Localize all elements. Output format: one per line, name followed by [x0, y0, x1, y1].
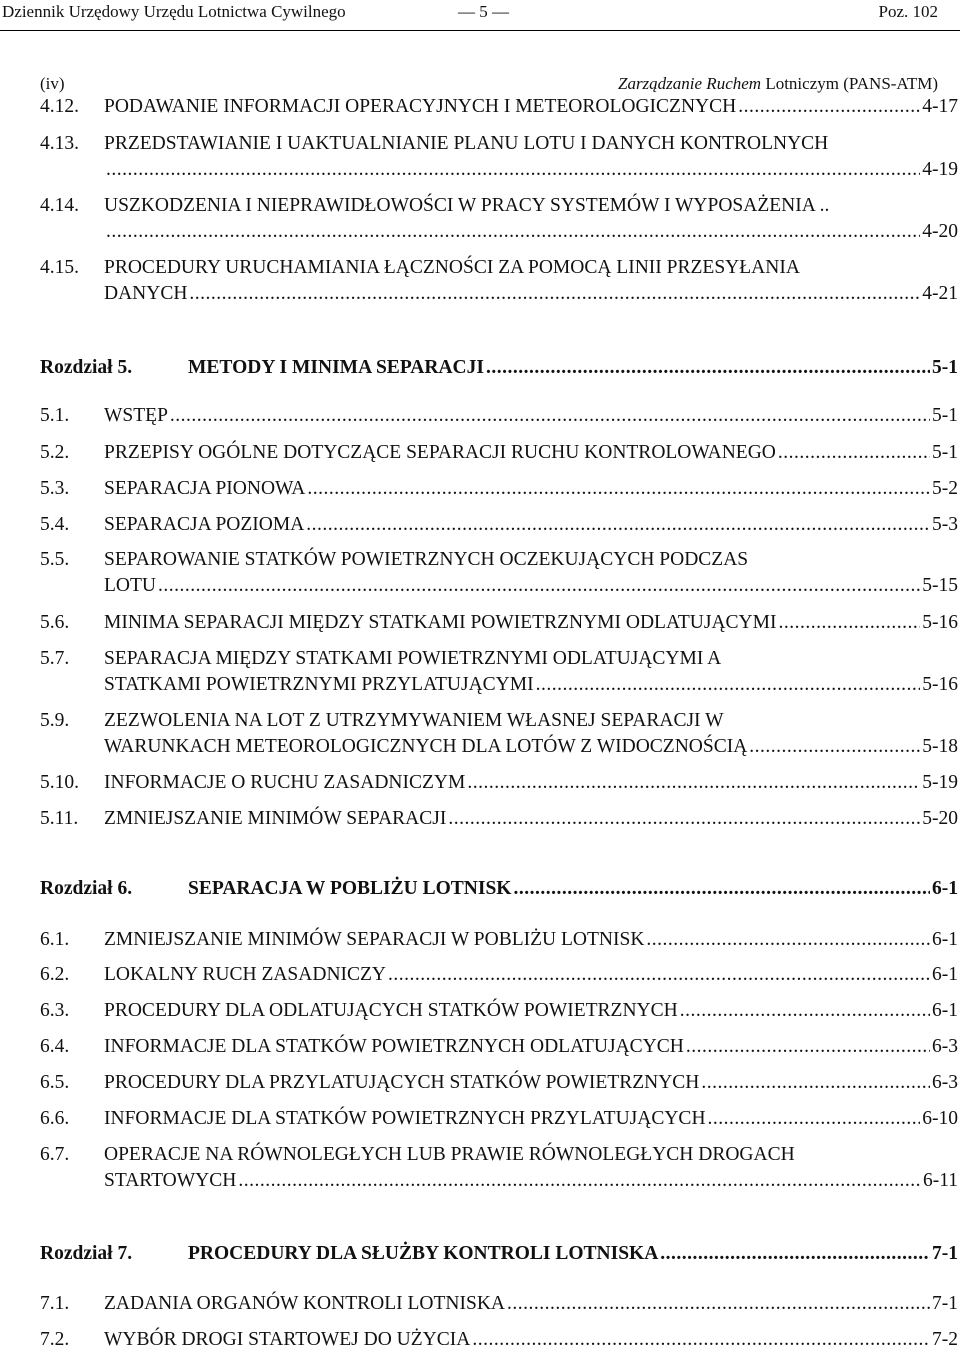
toc-entry-number: 5.6. — [40, 612, 70, 633]
toc-entry-number: Rozdział 5. — [40, 357, 133, 378]
toc-entry-title: ZEZWOLENIA NA LOT Z UTRZYMYWANIEM WŁASNEJ SEPARACJI W — [104, 710, 724, 731]
toc-entry-number: 6.1. — [40, 929, 70, 950]
toc-entry-number: Rozdział 6. — [40, 878, 133, 899]
toc-entry-number: 5.11. — [40, 808, 79, 829]
toc-entry-number: 6.5. — [40, 1072, 70, 1093]
toc-entry-number: 5.9. — [40, 710, 70, 731]
toc-entry-title: SEPARACJA MIĘDZY STATKAMI POWIETRZNYMI ODLATUJĄCYMI A — [104, 648, 722, 669]
toc-page-ref: 4-20 — [922, 221, 958, 242]
dot-leader — [238, 1168, 921, 1194]
toc-entry-title: LOTU — [104, 575, 156, 596]
toc-page-ref: 7-1 — [932, 1243, 958, 1264]
toc-page-ref: 5-16 — [922, 674, 958, 695]
dot-leader — [106, 219, 920, 245]
dot-leader — [749, 734, 920, 760]
toc-page-ref: 4-17 — [922, 96, 958, 117]
document-title — [618, 74, 938, 94]
roman-page-number: (iv) — [40, 74, 65, 93]
page-header — [0, 0, 960, 31]
dot-leader — [472, 1327, 930, 1353]
toc-page-ref: 6-1 — [932, 1000, 958, 1021]
toc-entry-title: METODY I MINIMA SEPARACJI — [188, 357, 484, 378]
toc-entry-number: 6.6. — [40, 1108, 70, 1129]
dot-leader — [778, 610, 920, 636]
toc-entry-title: PROCEDURY DLA SŁUŻBY KONTROLI LOTNISKA — [188, 1243, 659, 1264]
document-title-rest: Lotniczym (PANS-ATM) — [761, 74, 938, 93]
dot-leader — [646, 927, 930, 953]
toc-entry-number: 5.5. — [40, 549, 70, 570]
toc-entry-title: STATKAMI POWIETRZNYMI PRZYLATUJĄCYMI — [104, 674, 534, 695]
toc-entry-title: USZKODZENIA I NIEPRAWIDŁOWOŚCI W PRACY SYSTEMÓW I WYPOSAŻENIA .. — [104, 195, 830, 216]
toc-page-ref: 4-19 — [922, 159, 958, 180]
toc-entry-number: 6.3. — [40, 1000, 70, 1021]
dot-leader — [680, 998, 930, 1024]
dot-leader — [686, 1034, 930, 1060]
toc-entry-title: ZADANIA ORGANÓW KONTROLI LOTNISKA — [104, 1293, 505, 1314]
toc-entry-number: 5.7. — [40, 648, 70, 669]
toc-entry-title: SEPARACJA PIONOWA — [104, 478, 306, 499]
toc-entry-title: INFORMACJE DLA STATKÓW POWIETRZNYCH PRZYLATUJĄCYCH — [104, 1108, 706, 1129]
toc-entry-number: 6.4. — [40, 1036, 70, 1057]
dot-leader — [507, 1291, 930, 1317]
toc-entry-number: 5.10. — [40, 772, 79, 793]
toc-page-ref: 5-1 — [932, 442, 958, 463]
toc-entry-title: WSTĘP — [104, 405, 168, 426]
toc-entry-title: DANYCH — [104, 283, 188, 304]
toc-entry-number: 5.1. — [40, 405, 70, 426]
toc-entry-number: 6.7. — [40, 1144, 70, 1165]
dot-leader — [708, 1106, 921, 1132]
toc-entry-title: INFORMACJE O RUCHU ZASADNICZYM — [104, 772, 466, 793]
dot-leader — [486, 355, 930, 381]
dot-leader — [106, 157, 920, 183]
dot-leader — [778, 440, 930, 466]
toc-entry-title: WARUNKACH METEOROLOGICZNYCH DLA LOTÓW Z WIDOCZNOŚCIĄ — [104, 736, 748, 757]
toc-page-ref: 6-10 — [922, 1108, 958, 1129]
toc-entry-title: SEPAROWANIE STATKÓW POWIETRZNYCH OCZEKUJĄCYCH PODCZAS — [104, 549, 749, 570]
toc-page-ref: 7-2 — [932, 1329, 958, 1350]
dot-leader — [388, 962, 930, 988]
toc-page-ref: 5-20 — [922, 808, 958, 829]
toc-entry-number: 5.2. — [40, 442, 70, 463]
toc-entry-title: INFORMACJE DLA STATKÓW POWIETRZNYCH ODLATUJĄCYCH — [104, 1036, 684, 1057]
toc-entry-number: 4.13. — [40, 133, 79, 154]
toc-entry-number: 7.1. — [40, 1293, 70, 1314]
toc-page-ref: 5-1 — [932, 405, 958, 426]
position-number: Poz. 102 — [878, 2, 938, 21]
dot-leader — [307, 476, 930, 502]
toc-entry-title: PROCEDURY URUCHAMIANIA ŁĄCZNOŚCI ZA POMOCĄ LINII PRZESYŁANIA — [104, 257, 800, 278]
toc-page-ref: 5-3 — [932, 514, 958, 535]
toc-entry-number: 4.12. — [40, 96, 79, 117]
toc-page-ref: 5-15 — [922, 575, 958, 596]
toc-entry-title: OPERACJE NA RÓWNOLEGŁYCH LUB PRAWIE RÓWNOLEGŁYCH DROGACH — [104, 1144, 795, 1165]
toc-entry-title: PRZEPISY OGÓLNE DOTYCZĄCE SEPARACJI RUCHU KONTROLOWANEGO — [104, 442, 776, 463]
toc-entry-title: PODAWANIE INFORMACJI OPERACYJNYCH I METEOROLOGICZNYCH — [104, 96, 737, 117]
toc-page-ref: 6-1 — [932, 929, 958, 950]
toc-entry-title: SEPARACJA W POBLIŻU LOTNISK — [188, 878, 512, 899]
toc-page-ref: 5-16 — [922, 612, 958, 633]
toc-page-ref: 6-1 — [932, 964, 958, 985]
toc-entry-title: STARTOWYCH — [104, 1170, 237, 1191]
dot-leader — [189, 281, 920, 307]
toc-entry-title: SEPARACJA POZIOMA — [104, 514, 305, 535]
page-number: — 5 — — [458, 2, 509, 21]
dot-leader — [170, 403, 930, 429]
toc-entry-title: LOKALNY RUCH ZASADNICZY — [104, 964, 387, 985]
toc-page-ref: 7-1 — [932, 1293, 958, 1314]
toc-page-ref: 5-18 — [922, 736, 958, 757]
toc-page-ref: 5-2 — [932, 478, 958, 499]
dot-leader — [738, 94, 920, 120]
toc-entry-number: Rozdział 7. — [40, 1243, 133, 1264]
toc-page-ref: 6-3 — [932, 1036, 958, 1057]
toc-entry-number: 4.15. — [40, 257, 79, 278]
toc-entry-number: 6.2. — [40, 964, 70, 985]
toc-entry-number: 5.3. — [40, 478, 70, 499]
toc-entry-title: ZMNIEJSZANIE MINIMÓW SEPARACJI W POBLIŻU LOTNISK — [104, 929, 645, 950]
toc-page-ref: 6-11 — [922, 1170, 958, 1191]
dot-leader — [158, 573, 920, 599]
toc-page-ref: 4-21 — [922, 283, 958, 304]
toc-page-ref: 6-1 — [932, 878, 958, 899]
journal-title: Dziennik Urzędowy Urzędu Lotnictwa Cywilnego — [2, 2, 346, 21]
toc-entry-number: 5.4. — [40, 514, 70, 535]
toc-page-ref: 5-19 — [922, 772, 958, 793]
toc-entry-title: PROCEDURY DLA PRZYLATUJĄCYCH STATKÓW POWIETRZNYCH — [104, 1072, 700, 1093]
toc-entry-title: WYBÓR DROGI STARTOWEJ DO UŻYCIA — [104, 1329, 471, 1350]
toc-entry-title: ZMNIEJSZANIE MINIMÓW SEPARACJI — [104, 808, 447, 829]
toc-entry-number: 4.14. — [40, 195, 79, 216]
toc-page-ref: 5-1 — [932, 357, 958, 378]
dot-leader — [660, 1241, 930, 1267]
toc-page-ref: 6-3 — [932, 1072, 958, 1093]
dot-leader — [513, 876, 930, 902]
toc-entry-title: PRZEDSTAWIANIE I UAKTUALNIANIE PLANU LOTU I DANYCH KONTROLNYCH — [104, 133, 829, 154]
document-title-italic: Zarządzanie Ruchem — [617, 74, 762, 93]
dot-leader — [536, 672, 921, 698]
dot-leader — [701, 1070, 930, 1096]
toc-entry-title: PROCEDURY DLA ODLATUJĄCYCH STATKÓW POWIETRZNYCH — [104, 1000, 678, 1021]
dot-leader — [448, 806, 920, 832]
dot-leader — [306, 512, 930, 538]
document-subheader — [40, 74, 938, 96]
toc-entry-title: MINIMA SEPARACJI MIĘDZY STATKAMI POWIETRZNYMI ODLATUJĄCYMI — [104, 612, 777, 633]
toc-entry-number: 7.2. — [40, 1329, 70, 1350]
dot-leader — [467, 770, 920, 796]
